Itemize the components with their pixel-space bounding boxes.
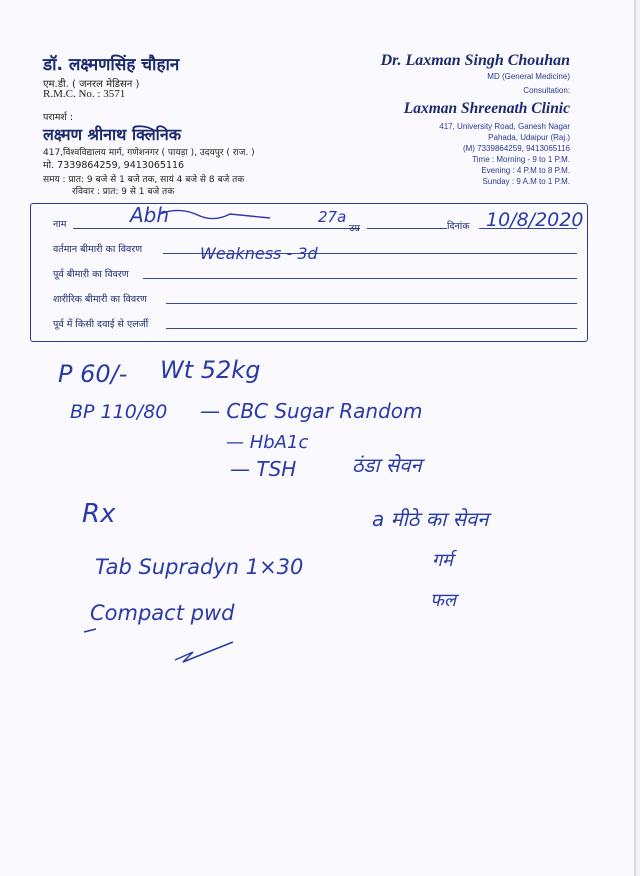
current-illness-label: वर्तमान बीमारी का विवरण: [53, 244, 143, 255]
physical-illness-label: शारीरिक बीमारी का विवरण: [53, 294, 147, 305]
clinic-name-english: Laxman Shreenath Clinic: [403, 100, 570, 117]
investigation-hba1c: — HbA1c: [226, 432, 309, 453]
dose-note-3: फल: [430, 590, 457, 611]
name-label: नाम: [53, 219, 67, 230]
age-label: उम्र: [349, 223, 360, 234]
pulse-handwritten: P 60/-: [58, 360, 128, 388]
timing-evening-english: Evening : 4 P.M to 8 P.M.: [481, 166, 570, 175]
date-label: दिनांक: [447, 221, 470, 232]
timing-morning-english: Time : Morning - 9 to 1 P.M.: [472, 155, 570, 164]
investigation-cbc-sugar: — CBC Sugar Random: [200, 399, 423, 423]
rx-symbol: Rx: [82, 499, 116, 529]
investigation-tsh: — TSH: [230, 457, 297, 481]
allergy-label: पूर्व में किसी दवाई से एलर्जी: [53, 319, 149, 330]
dose-note-1: a मीठे का सेवन: [372, 507, 489, 531]
medicine-supradyn: Tab Supradyn 1×30: [95, 555, 304, 579]
name-scribble: [160, 210, 270, 218]
visit-date-handwritten: 10/8/2020: [486, 209, 584, 231]
address-line1-english: 417, University Road, Ganesh Nagar: [439, 122, 570, 131]
current-illness-handwritten: Weakness - 3d: [200, 244, 318, 263]
degree-english: MD (General Medicine): [487, 72, 570, 81]
doctor-name-english: Dr. Laxman Singh Chouhan: [380, 52, 570, 69]
dose-note-2: गर्म: [432, 550, 453, 571]
consultation-label-hindi: परामर्श :: [43, 112, 74, 123]
address-hindi: 417,विश्वविद्यालय मार्ग, गणेशनगर ( पायड़ा ), उदयपुर ( राज. ): [43, 148, 255, 158]
doctor-name-hindi: डॉ. लक्ष्मणसिंह चौहान: [43, 55, 180, 75]
timing-sunday-hindi: रविवार : प्रात: 9 से 1 बजे तक: [72, 187, 175, 197]
degree-hindi: एम.डी. ( जनरल मेडिसन ): [43, 79, 140, 90]
investigation-hindi-note: ठंडा सेवन: [352, 453, 422, 477]
timing-sunday-english: Sunday : 9 A.M to 1 P.M.: [482, 177, 570, 186]
timing-weekday-hindi: समय : प्रात: 9 बजे से 1 बजे तक, सायं 4 बजे से 8 बजे तक: [43, 175, 245, 185]
patient-name-handwritten: Abh: [130, 203, 170, 227]
end-scribble: [175, 642, 233, 662]
rmc-number: R.M.C. No. : 3571: [43, 88, 126, 100]
weight-handwritten: Wt 52kg: [160, 356, 261, 384]
medicine-dash: [84, 629, 96, 632]
medicine-compact-powder: Compact pwd: [90, 601, 235, 625]
clinic-name-hindi: लक्ष्मण श्रीनाथ क्लिनिक: [43, 125, 181, 144]
phone-english: (M) 7339864259, 9413065116: [462, 144, 570, 153]
patient-age-handwritten: 27a: [318, 208, 347, 226]
past-illness-label: पूर्व बीमारी का विवरण: [53, 269, 129, 280]
address-line2-english: Pahada, Udaipur (Raj.): [488, 133, 570, 142]
phone-hindi: मो. 7339864259, 9413065116: [43, 160, 185, 171]
bp-handwritten: BP 110/80: [70, 401, 168, 423]
consultation-label-english: Consultation:: [523, 86, 570, 95]
